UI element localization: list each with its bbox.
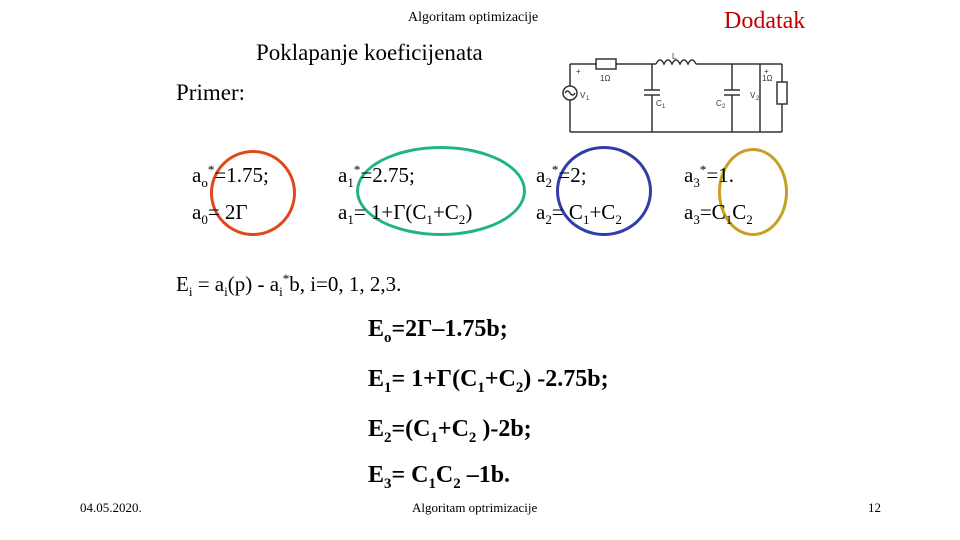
target-a1: $a_1^*=2.75$; (338, 162, 415, 191)
v2-sub: 2 (756, 96, 760, 102)
equation-e1: $E_1= 1+\Gamma(C_1+C_2)$ -2.75b; (368, 366, 609, 396)
plus1-label: + (576, 67, 581, 76)
section-label: Dodatak (724, 8, 806, 34)
expr-a0: $a_0= 2\Gamma$ (192, 200, 248, 228)
expr-a1: $a_1= 1+\Gamma(C_1+C_2)$ (338, 200, 473, 228)
v2-label: V (750, 91, 756, 100)
r1-label: 1Ω (600, 74, 611, 83)
expr-a2: $a_2= C_1+C_2$ (536, 200, 622, 228)
target-a3: $a_3^*=1$. (684, 162, 734, 191)
v1-sub: 1 (586, 96, 590, 102)
c1-sub: 1 (662, 104, 666, 110)
expr-a3: $a_3=C_1C_2$ (684, 200, 753, 228)
v1-label: V (580, 91, 586, 100)
target-a2: $a_2^*=2$; (536, 162, 587, 191)
header-topic: Algoritam optimizacije (408, 10, 539, 25)
equation-e3: $E_3= C_1C_2$ –1b. (368, 462, 511, 492)
target-a0: $a_o^*=1.75$; (192, 162, 269, 191)
footer-date: 04.05.2020. (80, 500, 142, 515)
page-number: 12 (868, 500, 881, 515)
c2-sub: 2 (722, 104, 726, 110)
plus2-label: + (764, 67, 769, 76)
equation-e0: $E_o=2\Gamma-1.75b$; (368, 316, 508, 346)
footer-title: Algoritam optrimizacije (412, 500, 538, 515)
circuit-diagram (556, 48, 796, 140)
slide-title: Poklapanje koeficijenata (256, 40, 483, 65)
c1-label: C (656, 99, 662, 108)
r2-label: 1Ω (762, 74, 773, 83)
example-label: Primer: (176, 80, 245, 105)
error-definition: $E_i = a_i(p) - a_i^*b$, i=0, 1, 2,3. (176, 271, 402, 300)
equation-e2: $E_2=(C_1+C_2$ )-2b; (368, 416, 532, 446)
inductor-label: L (672, 52, 677, 61)
c2-label: C (716, 99, 722, 108)
